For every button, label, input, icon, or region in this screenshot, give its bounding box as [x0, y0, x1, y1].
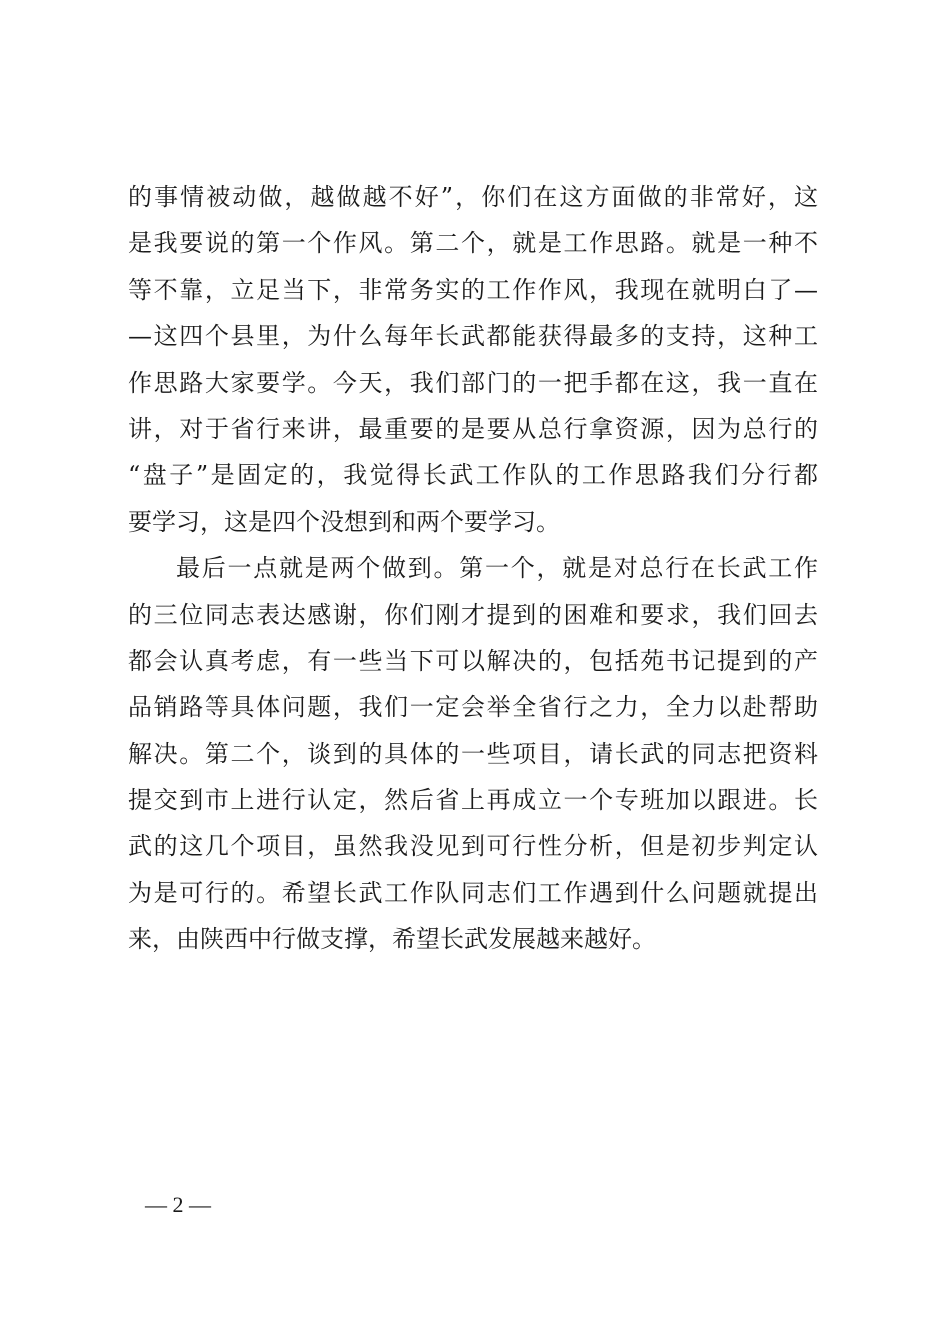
paragraph-2-line: 最后一点就是两个做到。第一个，就是对总行在长武工作 [176, 554, 818, 583]
paragraph-1-line: “盘子”是固定的，我觉得长武工作队的工作思路我们分行都 [128, 461, 818, 490]
body-text [128, 174, 818, 963]
paragraph-2-line: 品销路等具体问题，我们一定会举全省行之力，全力以赴帮助 [128, 693, 818, 722]
paragraph-2-line: 提交到市上进行认定，然后省上再成立一个专班加以跟进。长 [128, 786, 818, 815]
paragraph-2-line: 来，由陕西中行做支撑，希望长武发展越来越好。 [128, 925, 656, 954]
paragraph-1-line: 要学习，这是四个没想到和两个要学习。 [128, 507, 560, 536]
page-number: — 2 — [145, 1192, 211, 1217]
paragraph-1-line: 等不靠，立足当下，非常务实的工作作风，我现在就明白了— [128, 275, 818, 304]
paragraph-1-line: 的事情被动做，越做越不好”，你们在这方面做的非常好，这 [128, 183, 818, 211]
paragraph-1-line: 讲，对于省行来讲，最重要的是要从总行拿资源，因为总行的 [128, 414, 818, 443]
paragraph-1-line: —这四个县里，为什么每年长武都能获得最多的支持，这种工 [128, 322, 818, 351]
paragraph-2-line: 武的这几个项目，虽然我没见到可行性分析，但是初步判定认 [128, 832, 818, 861]
paragraph-1-line: 是我要说的第一个作风。第二个，就是工作思路。就是一种不 [128, 229, 818, 258]
paragraph-2-line: 为是可行的。希望长武工作队同志们工作遇到什么问题就提出 [128, 878, 818, 907]
paragraph-2-line: 都会认真考虑，有一些当下可以解决的，包括苑书记提到的产 [128, 646, 818, 675]
paragraph-2-line: 解决。第二个，谈到的具体的一些项目，请长武的同志把资料 [128, 739, 818, 768]
paragraph-2-line: 的三位同志表达感谢，你们刚才提到的困难和要求，我们回去 [128, 600, 818, 629]
paragraph-1-line: 作思路大家要学。今天，我们部门的一把手都在这，我一直在 [128, 368, 818, 397]
